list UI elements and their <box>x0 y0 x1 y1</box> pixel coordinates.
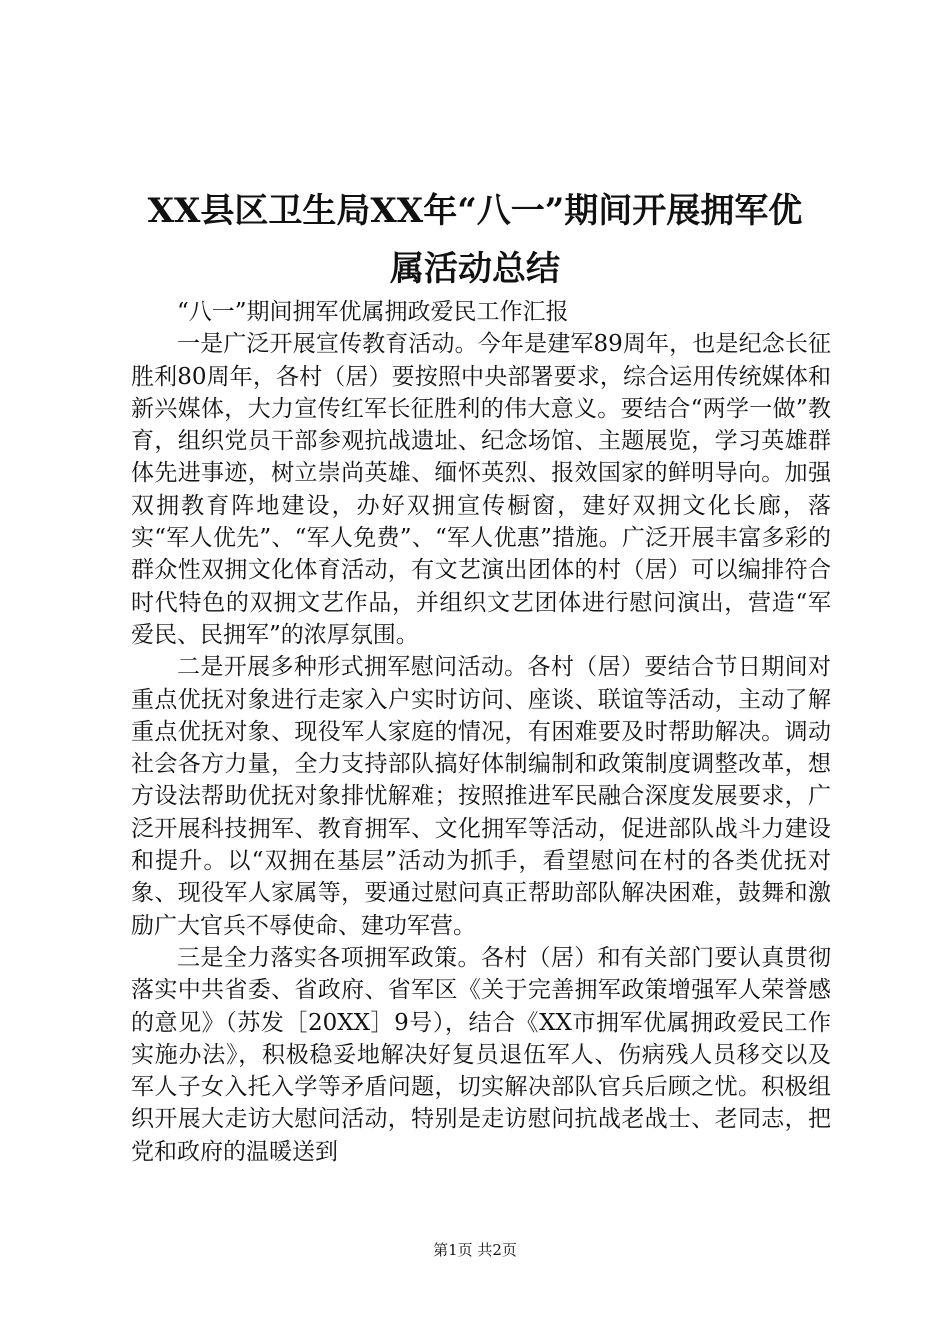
page-footer: 第1页 共2页 <box>433 1241 517 1259</box>
paragraph-2: 二是开展多种形式拥军慰问活动。各村（居）要结合节日期间对重点优抚对象进行走家入户实时访问、座谈、联谊等活动，主动了解重点优抚对象、现役军人家庭的情况，有困难要及时帮助解决。调动社会各方力量，全力支持部队搞好体制编制和政策制度调整改革，想方设法帮助优抚对象排忧解难；按照推进军民融合深度发展要求，广泛开展科技拥军、教育拥军、文化拥军等活动，促进部队战斗力建设和提升。以“双拥在基层”活动为抓手，看望慰问在村的各类优抚对象、现役军人家属等，要通过慰问真正帮助部队解决困难，鼓舞和激励广大官兵不辱使命、建功军营。 <box>131 654 831 939</box>
document-title-line-1: XX县区卫生局XX年“八一”期间开展拥军优 <box>147 191 803 231</box>
paragraph-1: 一是广泛开展宣传教育活动。今年是建军89周年，也是纪念长征胜利80周年，各村（居）要按照中央部署要求，综合运用传统媒体和新兴媒体，大力宣传红军长征胜利的伟大意义。要结合“两学一做”教育，组织党员干部参观抗战遗址、纪念场馆、主题展览，学习英雄群体先进事迹，树立崇尚英雄、缅怀英烈、报效国家的鲜明导向。加强双拥教育阵地建设，办好双拥宣传橱窗，建好双拥文化长廊，落实“军人优先”、“军人免费”、“军人优惠”措施。广泛开展丰富多彩的群众性双拥文化体育活动，有文艺演出团体的村（居）可以编排符合时代特色的双拥文艺作品，并组织文艺团体进行慰问演出，营造“军爱民、民拥军”的浓厚氛围。 <box>131 331 831 648</box>
paragraph-3: 三是全力落实各项拥军政策。各村（居）和有关部门要认真贯彻落实中共省委、省政府、省军区《关于完善拥军政策增强军人荣誉感的意见》（苏发［20XX］9号），结合《XX市拥军优属拥政爱民工作实施办法》，积极稳妥地解决好复员退伍军人、伤病残人员移交以及军人子女入托入学等矛盾问题，切实解决部队官兵后顾之忧。积极组织开展大走访大慰问活动，特别是走访慰问抗战老战士、老同志，把党和政府的温暖送到 <box>131 944 831 1165</box>
subtitle-paragraph: “八一”期间拥军优属拥政爱民工作汇报 <box>177 299 569 325</box>
document-body <box>131 296 831 1168</box>
document-title-line-2: 属活动总结 <box>390 249 560 289</box>
